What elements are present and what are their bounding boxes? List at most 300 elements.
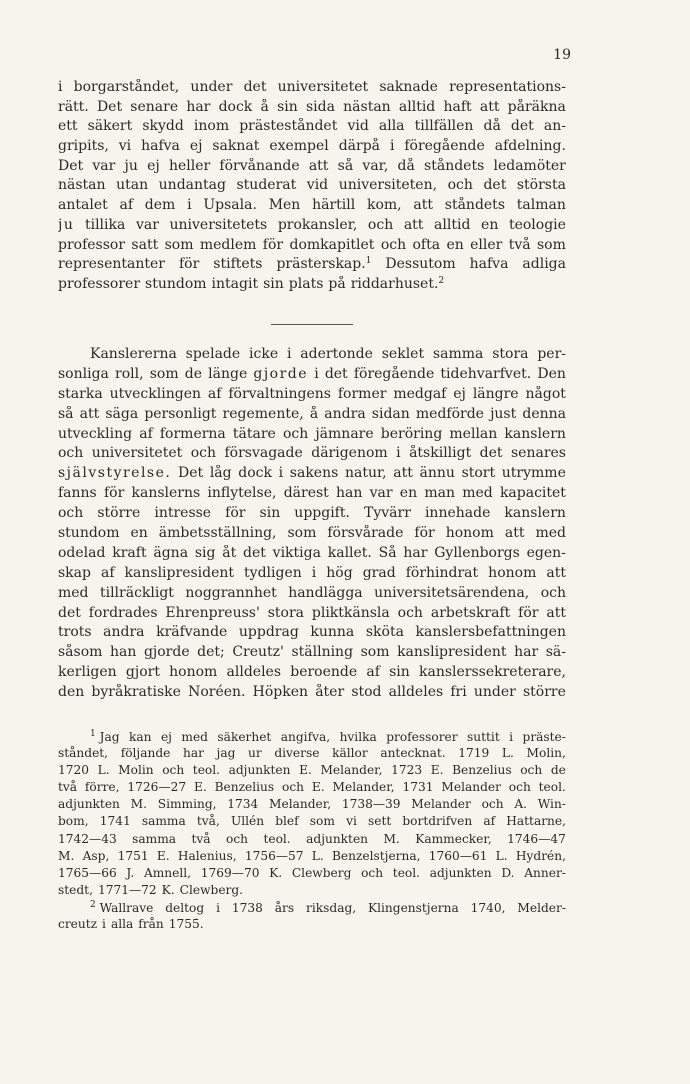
word: Men (268, 197, 301, 214)
word: å (260, 98, 269, 115)
word: tillfällen (414, 118, 474, 135)
word: säga (105, 405, 139, 422)
word: med (58, 584, 89, 601)
word: medgaf (393, 385, 447, 402)
word: M. (383, 831, 400, 846)
word: alla (378, 118, 405, 135)
word: på (328, 275, 346, 292)
word: hafva (469, 256, 509, 273)
text-line (58, 197, 566, 217)
word: Melander, (269, 797, 332, 812)
word: satt (131, 236, 159, 253)
word: tydligen (244, 564, 302, 581)
word: Molin (118, 763, 154, 778)
word: ämbetsställning, (158, 525, 277, 542)
word: noggrannhet (185, 584, 277, 601)
word: uppdrag (238, 624, 299, 641)
word: utan (116, 177, 149, 194)
word: L. (501, 746, 514, 761)
word: ej (147, 157, 160, 174)
footnote-line (58, 849, 566, 866)
word: stod (351, 684, 382, 701)
word: E. (193, 780, 207, 795)
word: förvånande (219, 157, 300, 174)
word: och (397, 604, 423, 621)
text-line (58, 624, 566, 644)
word: kanslersbefattningen (415, 624, 566, 641)
word: nästan (343, 98, 391, 115)
word: förhindrat (405, 564, 479, 581)
word: i (286, 346, 292, 362)
word: domkapitlet (289, 236, 375, 253)
word: stora (492, 346, 529, 362)
word: skap (58, 564, 91, 581)
text-line (58, 366, 566, 386)
word: teologie (508, 216, 566, 233)
word: säkert (87, 118, 133, 135)
word: var (135, 216, 159, 233)
word: Melander, (332, 780, 395, 795)
word: utrymme (501, 465, 566, 482)
word: deltog (165, 900, 205, 915)
word: andra (324, 405, 366, 422)
word: Melander (411, 797, 471, 812)
word: ett (58, 118, 78, 135)
word: former (337, 385, 387, 402)
word: Melander (441, 780, 501, 795)
word: nästan (58, 177, 106, 194)
word: en (399, 485, 418, 502)
text-line (58, 644, 566, 664)
word: att (546, 564, 566, 581)
text-line (58, 138, 566, 158)
text-line (58, 605, 566, 625)
word: adliga (522, 256, 566, 273)
word: grad (362, 564, 396, 581)
word: i (311, 564, 317, 581)
word: års (274, 900, 295, 915)
word: och (481, 797, 504, 812)
word: professorer (386, 730, 458, 744)
word: odelad (58, 544, 106, 561)
word: Upsala. (203, 197, 257, 214)
word: L. (311, 848, 324, 863)
word: af (207, 385, 222, 402)
word: alltid (434, 216, 471, 233)
word: sin (277, 98, 298, 115)
word: fanns (58, 485, 97, 502)
word: kanslerssekreterare, (418, 664, 566, 681)
word: rätt. (58, 98, 89, 115)
word: Clewberg (291, 865, 352, 880)
word: Melander, (320, 763, 383, 778)
word: och (367, 216, 394, 233)
word: stort (461, 465, 496, 482)
word: an- (543, 118, 566, 135)
word: utvecklingen (109, 385, 201, 402)
word: just (490, 405, 517, 422)
word: ståndets (424, 157, 485, 174)
word: Wallrave (99, 900, 154, 915)
word: Creutz' (232, 644, 284, 661)
word: 1738 (231, 900, 263, 915)
word: två (58, 780, 78, 795)
word: som (287, 525, 317, 542)
word: kan (129, 730, 152, 744)
word: samma (141, 814, 186, 829)
word: jämnare (315, 425, 374, 442)
word: att (308, 157, 329, 174)
word: Gyllenborgs (434, 544, 520, 561)
footnote-marker: 2 (90, 899, 96, 910)
word: borgarståndet, (73, 79, 180, 95)
word: vi (346, 814, 357, 829)
word: och (361, 865, 384, 880)
word: kraft (112, 544, 147, 561)
footnote-marker: 2 (438, 275, 445, 286)
footnote-line (58, 780, 566, 797)
word: Molin, (526, 746, 566, 761)
word: trots (58, 624, 92, 641)
word: senare (130, 98, 179, 115)
word: åter (315, 684, 345, 701)
word: Benzelius (452, 763, 512, 778)
word: att (413, 197, 433, 214)
word: sett (367, 814, 392, 829)
word: tillräckligt (99, 584, 174, 601)
word: ju (124, 157, 138, 174)
word: riksdag, (306, 900, 357, 915)
word: ej (160, 730, 172, 744)
word: haft (443, 98, 472, 115)
word: Benzelstjerna, (331, 848, 421, 863)
word: Asp, (82, 848, 110, 863)
word: tidehvarfvet. (440, 365, 532, 382)
word: 1765—66 (58, 865, 117, 880)
word: något (525, 385, 566, 402)
word: saknat (212, 138, 260, 155)
word: bortdrifven (402, 814, 473, 829)
word: 1719 (458, 746, 490, 761)
word: 1771—72 (97, 882, 157, 897)
word: stundom (145, 275, 207, 292)
text-line (58, 406, 566, 426)
word: gjort (125, 664, 160, 681)
word: inflytelse, (207, 485, 277, 502)
word: i (278, 465, 284, 482)
word: arbetskraft (430, 604, 511, 621)
word: alldeles (226, 664, 282, 681)
word: vid (306, 177, 329, 194)
word: påräkna (507, 98, 566, 115)
word: Benzelius (214, 780, 275, 795)
word: gripits, (58, 138, 109, 155)
word: Tyvärr (364, 505, 411, 522)
word: universitetsärendena, (374, 584, 530, 601)
word: Win- (537, 797, 566, 812)
word: adjunkten (58, 797, 120, 812)
word: jag (216, 746, 236, 761)
word: kanslern (504, 505, 566, 522)
word: och (58, 445, 84, 462)
word: från (138, 917, 164, 932)
word: uppgift. (294, 505, 350, 522)
word: har (182, 746, 204, 761)
word: heller (168, 157, 211, 174)
word: Det (58, 157, 84, 174)
word: självstyrelse. (58, 465, 172, 482)
word: intagit (211, 275, 259, 292)
word: under (473, 684, 516, 701)
word: två (508, 236, 531, 253)
word: 1741 (99, 814, 131, 829)
word: prokansler, (277, 216, 358, 233)
word: af (366, 664, 380, 681)
word: i (58, 79, 63, 95)
word: därigenom (311, 445, 388, 462)
word: har (403, 544, 428, 561)
text-line (58, 237, 566, 257)
word: i (216, 900, 220, 915)
word: kom, (366, 197, 402, 214)
word: Hydrén, (515, 848, 566, 863)
word: ofta (412, 236, 441, 253)
word: riddarhuset.$^2$ (350, 275, 445, 292)
word: gjorde (143, 644, 190, 661)
word: adjunkten (429, 865, 492, 880)
footnote-marker: 1 (90, 729, 96, 739)
word: ställning (291, 644, 354, 661)
word: i (102, 917, 106, 932)
word: vi (118, 138, 132, 155)
word: 1769—70 (200, 865, 260, 880)
footnote-marker: 1 (365, 256, 372, 267)
word: en (446, 236, 464, 253)
word: E. (156, 848, 170, 863)
footnotes (58, 729, 566, 934)
word: teol. (263, 831, 291, 846)
word: man (424, 485, 455, 502)
word: stiftets (213, 256, 263, 273)
word: Ullén (230, 814, 265, 829)
word: låg (209, 465, 232, 482)
word: Den (537, 365, 566, 382)
word: det (483, 177, 507, 194)
word: K. (161, 882, 175, 897)
word: Anner- (524, 865, 566, 880)
word: prästeståndet (239, 118, 338, 135)
word: har (186, 98, 211, 115)
word: Jag (99, 730, 120, 744)
word: intresse (154, 505, 212, 522)
word: för (178, 256, 200, 273)
word: med (535, 525, 566, 542)
word: personligt (144, 405, 217, 422)
page-number: 19 (553, 47, 571, 63)
word: universitetet (91, 445, 183, 462)
word: Amnell, (143, 865, 192, 880)
word: Så (378, 544, 397, 561)
word: och (162, 763, 185, 778)
text-line (58, 445, 566, 465)
text-line (58, 545, 566, 565)
word: hög (326, 564, 353, 581)
word: ledamöter (493, 157, 566, 174)
word: gjorde (253, 365, 309, 382)
word: teol. (538, 780, 566, 795)
word: 1726—27 (127, 780, 187, 795)
word: Melder- (517, 900, 566, 915)
word: byråkratiske (91, 684, 181, 701)
word: sig (194, 544, 216, 561)
word: universitetets (169, 216, 268, 233)
word: studerat (236, 177, 297, 194)
word: dem (144, 197, 176, 214)
word: länge (208, 365, 248, 382)
text-line (58, 158, 566, 178)
word: därpå (338, 138, 381, 155)
word: åt (222, 544, 237, 561)
word: sida (305, 98, 335, 115)
word: 1740, (470, 900, 506, 915)
word: för (225, 505, 246, 522)
word: för (518, 604, 539, 621)
word: senares (511, 445, 566, 462)
word: representations- (449, 79, 566, 95)
word: medlem (199, 236, 257, 253)
word: A. (514, 797, 528, 812)
text-line (58, 256, 566, 276)
word: det (324, 365, 348, 382)
word: Simming, (157, 797, 217, 812)
word: som (164, 236, 194, 253)
word: för (414, 525, 435, 542)
footnote-line (58, 917, 566, 934)
text-line (58, 664, 566, 684)
text-line (58, 684, 566, 704)
word: Höpken (252, 684, 309, 701)
word: Kammecker, (415, 831, 492, 846)
word: antalet (58, 197, 108, 214)
word: 1746—47 (507, 831, 566, 846)
word: af (119, 197, 134, 214)
word: af (101, 564, 115, 581)
word: ej (453, 385, 466, 402)
word: i (396, 445, 401, 462)
word: icke (249, 346, 279, 362)
word: och (282, 425, 309, 442)
word: andra (103, 624, 145, 641)
word: dock (238, 465, 272, 482)
footnote-line (58, 729, 566, 746)
word: innehade (424, 505, 491, 522)
word: för (103, 485, 125, 502)
word: Hattarne, (506, 814, 566, 829)
text-line (58, 525, 566, 545)
word: E. (430, 763, 444, 778)
word: att (546, 604, 566, 621)
word: 1756—57 (244, 848, 304, 863)
word: 1760—61 (428, 848, 488, 863)
word: afdelning. (494, 138, 566, 155)
text-line (58, 465, 566, 485)
word: försvårade (327, 525, 404, 542)
word: Klingenstjerna (368, 900, 459, 915)
paragraph-2 (58, 346, 566, 704)
word: representanter (58, 256, 165, 273)
word: som (360, 644, 390, 661)
text-line (58, 565, 566, 585)
word: adjunkten (306, 831, 369, 846)
word: Det (96, 98, 123, 115)
word: den (58, 684, 85, 701)
word: såsom (58, 644, 103, 661)
footnote-line (58, 900, 566, 917)
word: som (149, 365, 179, 382)
footnote-line (58, 883, 566, 900)
word: ägna (153, 544, 189, 561)
text-line (58, 276, 566, 296)
word: det (243, 79, 267, 95)
word: kanslipresident (124, 564, 235, 581)
word: egen- (526, 544, 566, 561)
word: att (403, 216, 424, 233)
word: fri (450, 684, 467, 701)
word: det (58, 604, 81, 621)
word: sidan (371, 405, 410, 422)
word: å (309, 405, 319, 422)
word: sä- (545, 644, 566, 661)
word: med (462, 485, 493, 502)
footnote-line (58, 746, 566, 763)
word: sin (389, 664, 410, 681)
word: Noréen. (188, 684, 246, 701)
word: säkerhet (217, 730, 272, 744)
word: och (520, 763, 543, 778)
word: kallet. (327, 544, 372, 561)
word: hvilka (339, 730, 377, 744)
word: två, (196, 814, 220, 829)
word: skydd (142, 118, 184, 135)
word: professorer (58, 275, 141, 292)
word: samma (432, 346, 484, 362)
text-line (58, 217, 566, 237)
word: största (516, 177, 566, 194)
word: suttit (467, 730, 500, 744)
word: försvagade (224, 445, 303, 462)
word: spelade (185, 346, 241, 362)
word: i (509, 730, 514, 744)
word: Dessutom (385, 256, 456, 273)
word: han (109, 644, 137, 661)
word: sakens (289, 465, 339, 482)
footnote-start (90, 900, 153, 915)
text-line (58, 346, 566, 366)
word: och (282, 780, 305, 795)
word: bom, (58, 814, 89, 829)
word: ännu (419, 465, 455, 482)
word: regemente, (222, 405, 304, 422)
word: adjunkten (228, 763, 291, 778)
word: 1720 (58, 763, 90, 778)
word: och (380, 236, 407, 253)
word: eller (470, 236, 503, 253)
word: och (447, 177, 473, 194)
word: af (139, 425, 153, 442)
word: ståndet, (58, 746, 109, 761)
text-line (58, 485, 566, 505)
word: per- (537, 346, 566, 362)
